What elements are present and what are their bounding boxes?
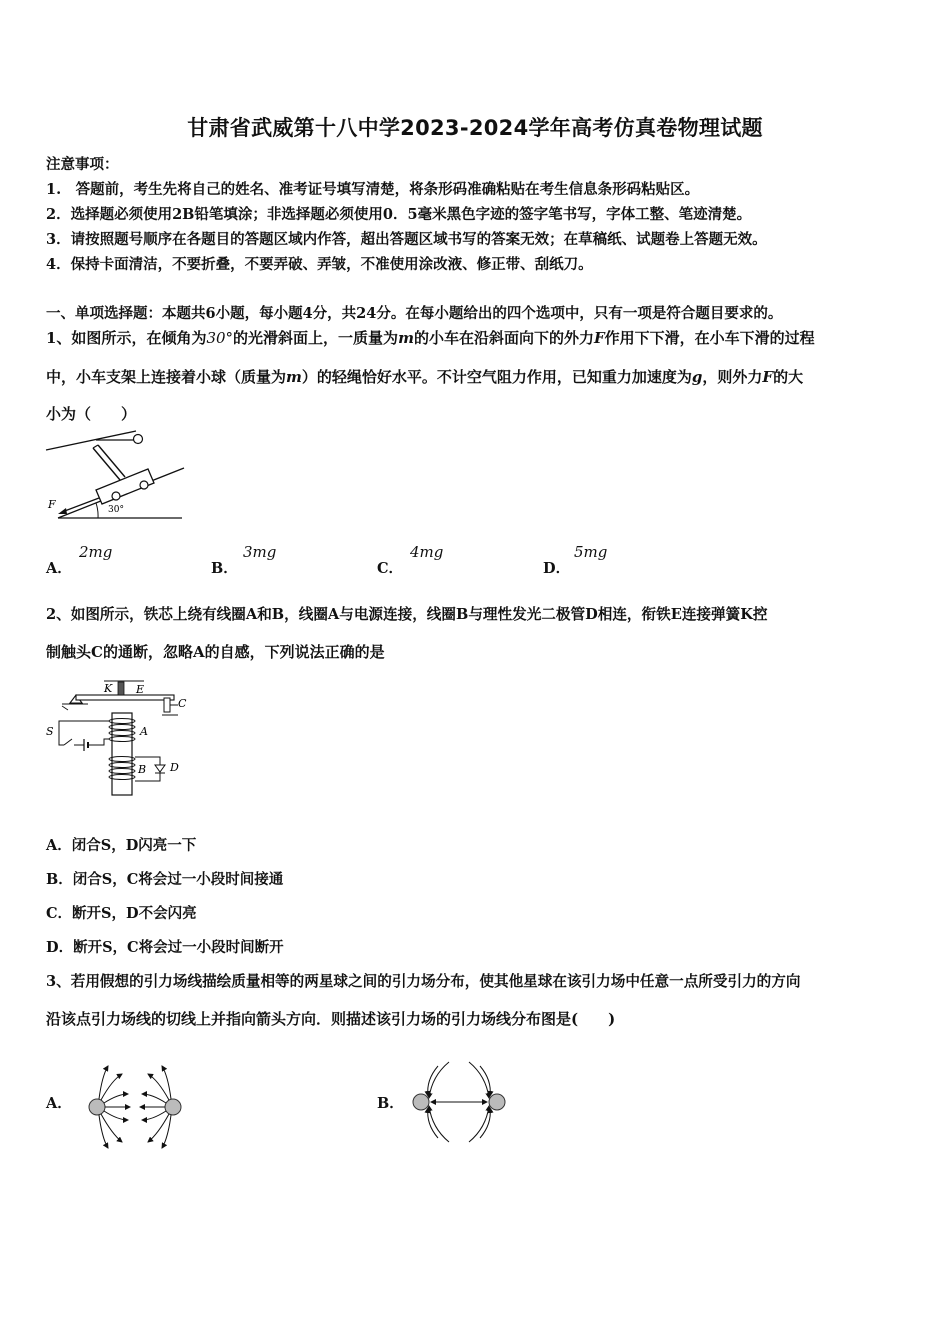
q1-option-d-value: 5mg: [574, 543, 608, 561]
q3-option-a-figure: [80, 1062, 200, 1152]
q1-text-g: ，则外力: [702, 368, 763, 386]
q1-force-F: F: [593, 329, 605, 347]
notice-heading: 注意事项：: [46, 156, 119, 173]
label-S: S: [46, 725, 54, 738]
planet-left-b: [413, 1094, 429, 1110]
page-title: 甘肃省武威第十八中学2023-2024学年高考仿真卷物理试题: [187, 116, 763, 140]
switch-S: [64, 739, 72, 745]
field-lines-outward: [99, 1066, 171, 1148]
q1-figure-incline: [44, 428, 189, 524]
q3-option-b-figure: [404, 1058, 514, 1148]
q3-option-a-label[interactable]: A．: [46, 1095, 72, 1112]
cart-wheel-right: [140, 481, 148, 489]
q1-option-d-label[interactable]: D．: [543, 560, 571, 577]
q1-line-3: 小为（ ）: [46, 405, 137, 423]
force-label: F: [48, 498, 56, 511]
rod-top: [93, 445, 98, 448]
label-E: E: [136, 683, 145, 696]
notice-item-3: 3．请按照题号顺序在各题目的答题区域内作答，超出答题区域书写的答案无效；在草稿纸、试题卷上答题无效。: [46, 231, 767, 248]
q2-option-d[interactable]: D．断开S，C将会过一小段时间断开: [46, 939, 284, 956]
spring-K: [118, 682, 124, 695]
q3-line-1: 3、若用假想的引力场线描绘质量相等的两星球之间的引力场分布，使其他星球在该引力场中任意一点所受引力的方向: [46, 973, 801, 990]
q1-option-c-value: 4mg: [410, 543, 444, 561]
support-rod: [93, 448, 120, 480]
cart-wheel-left: [112, 492, 120, 500]
q2-figure-circuit: [44, 673, 194, 798]
q1-option-a-label[interactable]: A．: [46, 560, 72, 577]
q1-line-1: [46, 327, 815, 348]
q2-line-2: 制触头C的通断，忽略A的自感，下列说法正确的是: [46, 643, 385, 661]
q1-option-b-label[interactable]: B．: [211, 560, 238, 577]
field-lines-inward: [428, 1062, 491, 1142]
q1-text-d: 作用下下滑，在小车下滑的过程: [604, 329, 815, 347]
q2-option-b[interactable]: B．闭合S，C将会过一小段时间接通: [46, 871, 284, 888]
angle-label: 30°: [108, 505, 124, 515]
q1-text-c: 的小车在沿斜面向下的外力: [413, 329, 594, 347]
contact-C: [164, 698, 170, 712]
small-ball: [134, 435, 143, 444]
q1-mass-m: m: [398, 329, 414, 347]
notice-item-2: 2．选择题必须使用2B铅笔填涂；非选择题必须使用0．5毫米黑色字迹的签字笔书写，字体工整、笔迹清楚。: [46, 206, 752, 223]
label-A: A: [140, 725, 148, 738]
label-D: D: [170, 761, 179, 774]
armature-E: [76, 695, 174, 700]
q1-text-b: 的光滑斜面上，一质量为: [233, 329, 399, 347]
label-B: B: [138, 763, 147, 776]
q1-force-F2: F: [762, 368, 774, 386]
q3-line-2: 沿该点引力场线的切线上并指向箭头方向．则描述该引力场的引力场线分布图是( ): [46, 1010, 616, 1028]
diode-D: [155, 765, 165, 772]
planet-left: [89, 1099, 105, 1115]
force-arrowhead: [58, 508, 67, 514]
q1-text-h: 的大: [773, 368, 804, 386]
q1-text-a: 1、如图所示，在倾角为: [46, 329, 207, 347]
q1-ball-mass: m: [286, 368, 302, 386]
hatch: [62, 706, 68, 710]
planet-right: [165, 1099, 181, 1115]
q1-text-f: ）的轻绳恰好水平。不计空气阻力作用，已知重力加速度为: [301, 368, 692, 386]
angle-arc: [96, 503, 98, 518]
support-rod-2: [98, 445, 125, 477]
planet-right-b: [489, 1094, 505, 1110]
wire-S3: [88, 739, 109, 745]
q1-angle: 30°: [206, 329, 234, 347]
q1-text-e: 中，小车支架上连接着小球（质量为: [46, 368, 287, 386]
q1-line-2: [46, 366, 803, 387]
label-K: K: [104, 682, 113, 695]
label-C: C: [178, 697, 187, 710]
q1-option-b-value: 3mg: [243, 543, 277, 561]
q2-line-1: 2、如图所示，铁芯上绕有线圈A和B，线圈A与电源连接，线圈B与理性发光二极管D相连，衔铁E连接弹簧K控: [46, 606, 768, 623]
q1-option-c-label[interactable]: C．: [377, 560, 404, 577]
notice-item-1: 1. 答题前，考生先将自己的姓名、准考证号填写清楚，将条形码准确粘贴在考生信息条形码粘贴区。: [46, 181, 700, 198]
q2-option-a[interactable]: A．闭合S，D闪亮一下: [46, 837, 197, 854]
q1-gravity-g: g: [691, 368, 703, 386]
q1-option-a-value: 2mg: [79, 543, 113, 561]
q2-option-c[interactable]: C．断开S，D不会闪亮: [46, 905, 197, 922]
force-arrow: [62, 498, 99, 512]
q3-option-b-label[interactable]: B．: [377, 1095, 404, 1112]
notice-item-4: 4．保持卡面清洁，不要折叠，不要弄破、弄皱，不准使用涂改液、修正带、刮纸刀。: [46, 256, 593, 273]
section-heading: 一、单项选择题：本题共6小题，每小题4分，共24分。在每小题给出的四个选项中，只有一项是符合题目要求的。: [46, 305, 783, 322]
